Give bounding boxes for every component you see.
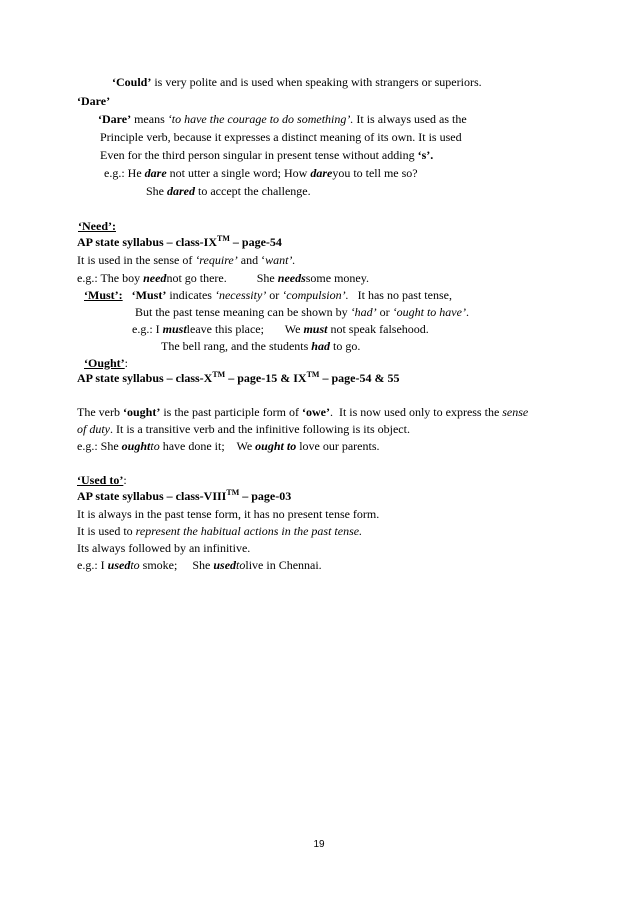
could-text: is very polite and is used when speaking with strangers or superiors. [151, 75, 482, 89]
need-heading: ‘Need’: [78, 219, 116, 233]
need-example: e.g.: The boy neednot go there. She needssome money. [77, 271, 369, 285]
must-example-1: e.g.: I mustleave this place; We must not speak falsehood. [132, 322, 429, 336]
ought-heading: ‘Ought’: [84, 356, 129, 370]
must-example-2: The bell rang, and the students had to go. [161, 339, 361, 353]
dare-line-2: Principle verb, because it expresses a distinct meaning of its own. It is used [100, 130, 462, 144]
could-paragraph [112, 75, 482, 90]
dare-example-1: e.g.: He dare not utter a single word; How dareyou to tell me so? [104, 166, 418, 180]
used-to-example: e.g.: I usedto smoke; She usedtolive in Chennai. [77, 558, 322, 572]
dare-heading: ‘Dare’ [77, 94, 111, 108]
used-to-line-1: It is always in the past tense form, it has no present tense form. [77, 507, 380, 521]
dare-example-2: She dared to accept the challenge. [146, 184, 311, 198]
must-line-1: ‘Must’: ‘Must’ indicates ‘necessity’ or ‘compulsion’. It has no past tense, [84, 288, 452, 302]
need-syllabus: AP state syllabus – class-IX™ – page-54 [77, 234, 282, 249]
could-term: ‘Could’ [112, 75, 152, 89]
dare-line-3: Even for the third person singular in present tense without adding ‘s’. [100, 148, 434, 162]
need-line-1: It is used in the sense of ‘require’ and ‘want’. [77, 253, 296, 267]
used-to-heading: ‘Used to’: [77, 473, 127, 487]
dare-line-1: ‘Dare’ means ‘to have the courage to do something’. It is always used as the [98, 112, 467, 126]
must-line-2: But the past tense meaning can be shown by ‘had’ or ‘ought to have’. [135, 305, 469, 319]
used-to-line-3: Its always followed by an infinitive. [77, 541, 251, 555]
must-heading: ‘Must’: [84, 288, 123, 302]
used-to-syllabus: AP state syllabus – class-VIII™ – page-03 [77, 488, 292, 503]
ought-example: e.g.: She oughtto have done it; We ought to love our parents. [77, 439, 380, 453]
ought-syllabus: AP state syllabus – class-X™ – page-15 & IX™ – page-54 & 55 [77, 370, 400, 385]
used-to-line-2: It is used to represent the habitual actions in the past tense. [77, 524, 363, 538]
page-number: 19 [313, 839, 325, 850]
ought-line-2: of duty. It is a transitive verb and the infinitive following is its object. [77, 422, 410, 436]
ought-line-1: The verb ‘ought’ is the past participle form of ‘owe’. It is now used only to express the sense [77, 405, 529, 419]
